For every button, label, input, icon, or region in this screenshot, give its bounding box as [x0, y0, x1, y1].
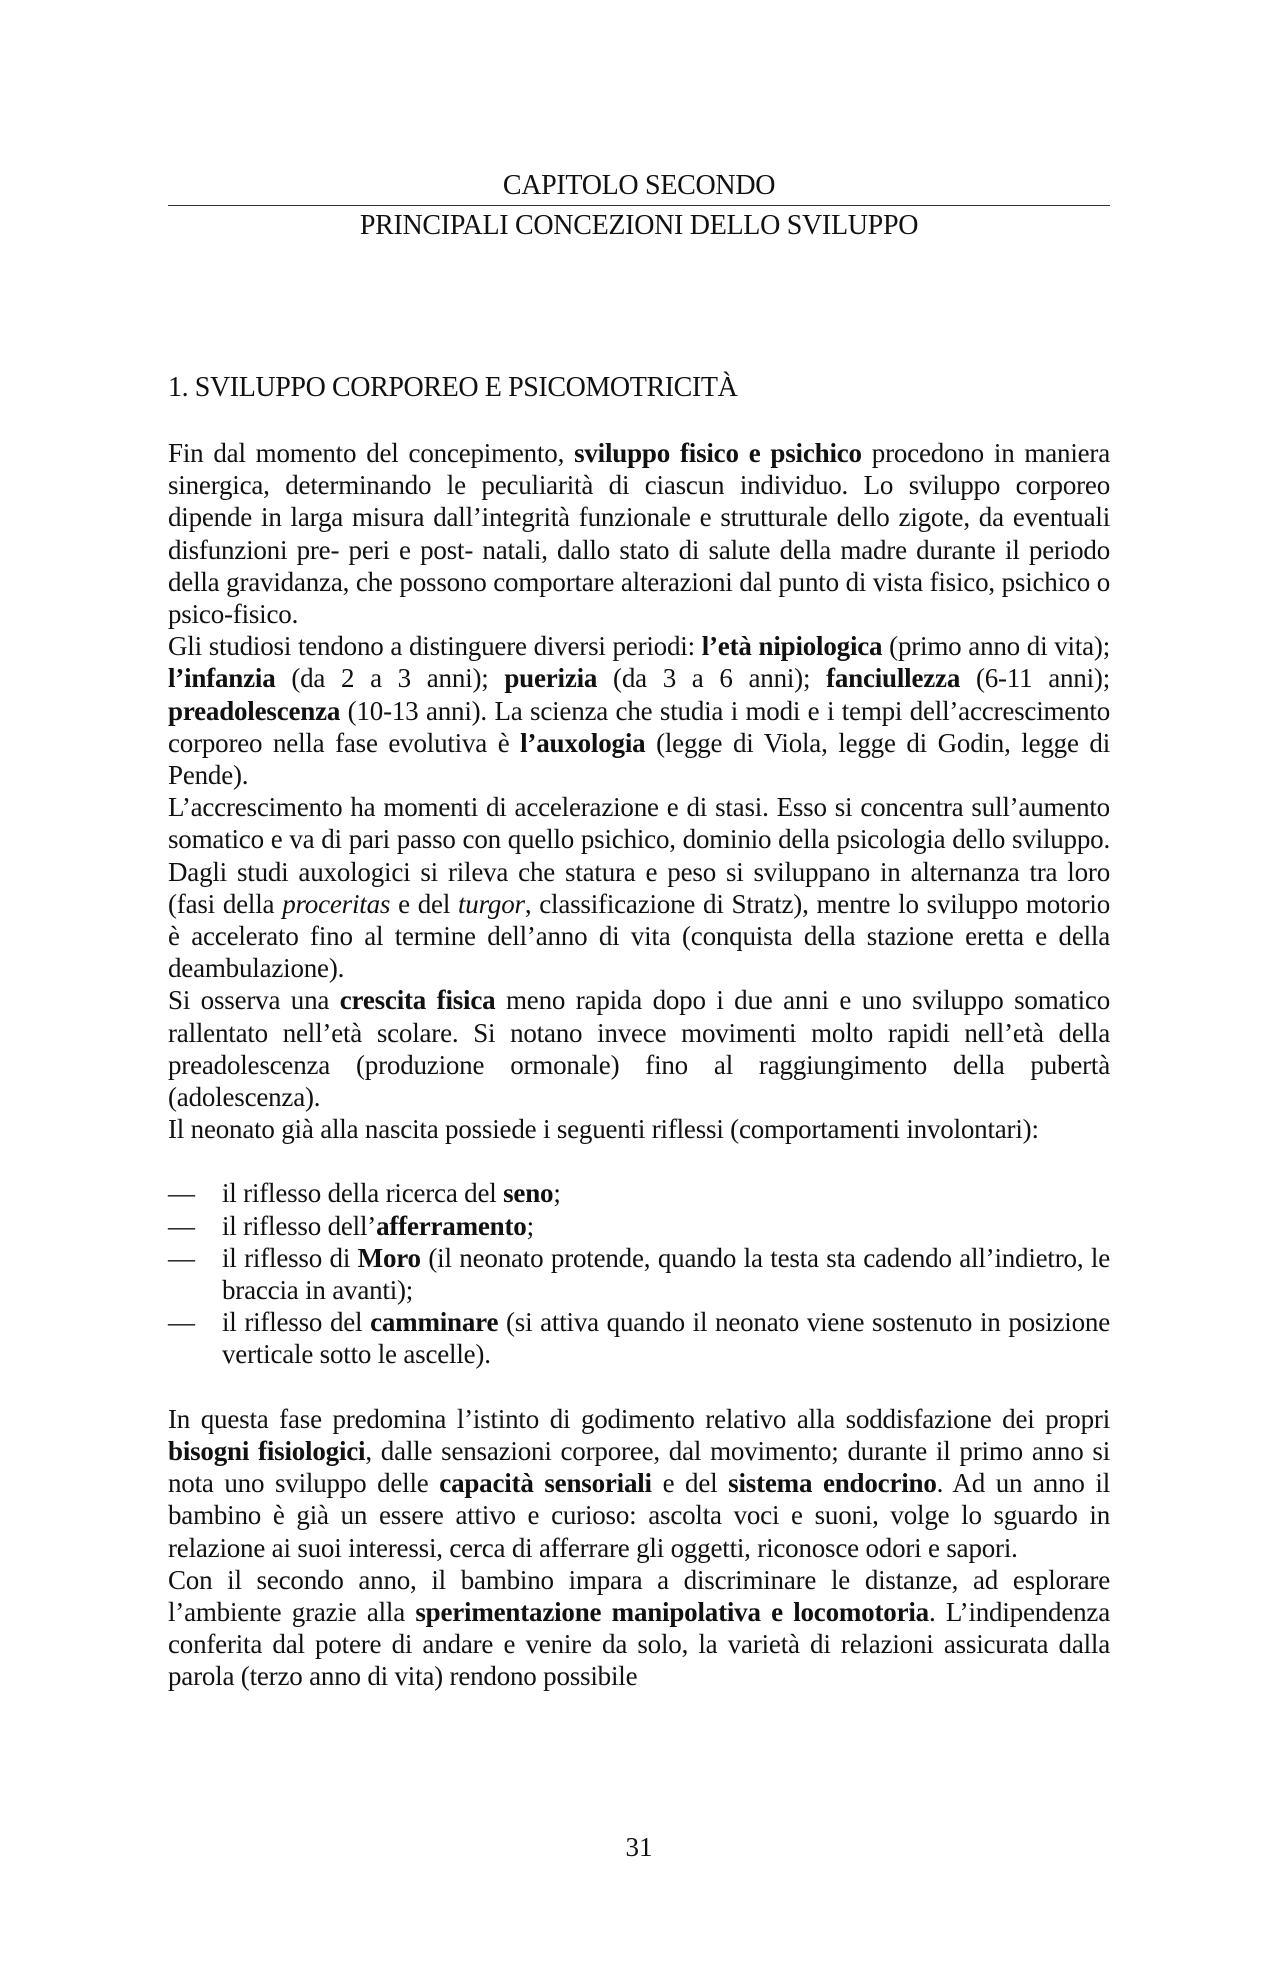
bold-term: fanciullezza [826, 663, 961, 694]
text-segment: (si attiva quando il neonato viene sostenuto in posizione verticale sotto le ascelle). [222, 1307, 1110, 1370]
section-heading: 1. SVILUPPO CORPOREO E PSICOMOTRICITÀ [168, 372, 738, 403]
text-segment: Fin dal momento del concepimento, [168, 438, 575, 468]
paragraph [168, 630, 1110, 791]
text-segment: (il neonato protende, quando la testa sta cadendo all’indietro, le braccia in avanti); [222, 1242, 1110, 1306]
bold-term: l’auxologia [520, 727, 646, 758]
list-item [168, 1210, 1110, 1242]
text-segment: il riflesso della ricerca del [222, 1178, 504, 1209]
bold-term: sistema endocrino [728, 1468, 937, 1499]
paragraph [168, 1564, 1110, 1693]
bold-term: seno [503, 1178, 554, 1209]
list-item [168, 1242, 1110, 1306]
text-segment: ; [553, 1178, 561, 1209]
bold-term: afferramento [376, 1210, 527, 1241]
text-segment: Gli studiosi tendono a distinguere diversi periodi: [168, 631, 702, 662]
list-item [168, 1177, 1110, 1209]
text-segment: Il neonato già alla nascita possiede i seguenti riflessi (comportamenti involontari): [168, 1114, 1039, 1145]
text-segment: procedono in maniera sinergica, determinando le peculiarità di ciascun individuo. Lo sviluppo corporeo dipende in larga misura dall’integrità funzionale e strutturale dello zigote, da eventuali disfunzioni pre- peri e post- natali, dallo stato di salute della madre durante il periodo della gravidanza, che possono comportare alterazioni dal punto di vista fisico, psichico o psico-fisico. [168, 438, 1110, 630]
text-segment: (da 3 a 6 anni); [597, 663, 827, 694]
text-segment: il riflesso dell’ [222, 1210, 377, 1241]
text-segment: meno rapida dopo i due anni e uno sviluppo somatico rallentato nell’età scolare. Si notano invece movimenti molto rapidi nell’età della preadolescenza (produzione ormonale) fino al raggiungimento della pubertà (adolescenza). [168, 985, 1110, 1113]
paragraph [168, 437, 1110, 630]
list-dash: — [168, 1242, 195, 1273]
bold-term: l’età nipiologica [701, 631, 883, 662]
list-dash: — [168, 1307, 195, 1338]
text-segment: il riflesso del [222, 1307, 371, 1338]
bold-term: sviluppo fisico e psichico [574, 438, 862, 468]
text-segment: (da 2 a 3 anni); [275, 663, 505, 694]
text-segment: , classificazione di Stratz), mentre lo sviluppo motorio è accelerato fino al termine dell’anno di vita (conquista della stazione eretta e della deambulazione). [168, 888, 1111, 984]
italic-term: turgor [458, 888, 525, 919]
bold-term: l’infanzia [168, 663, 276, 694]
text-segment: (10-13 anni). La scienza che studia i modi e i tempi dell’accrescimento corporeo nella fase evolutiva è [168, 695, 1110, 758]
text-segment: , dalle sensazioni corporee, dal movimento; durante il primo anno si nota uno sviluppo delle [168, 1435, 1111, 1499]
text-segment: . L’indipendenza conferita dal potere di andare e venire da solo, la varietà di relazioni assicurata dalla parola (terzo anno di vita) rendono possibile [168, 1596, 1110, 1692]
chapter-label: CAPITOLO SECONDO [502, 170, 776, 201]
text-segment: L’accrescimento ha momenti di accelerazione e di stasi. Esso si concentra sull’aumento somatico e va di pari passo con quello psichico, dominio della psicologia dello sviluppo. Dagli studi auxologici si rileva che statura e peso si sviluppano in alternanza tra loro (fasi della [168, 792, 1110, 919]
paragraphs-after-list [168, 1403, 1110, 1693]
text-segment: e del [651, 1468, 729, 1499]
chapter-title: PRINCIPALI CONCEZIONI DELLO SVILUPPO [359, 210, 919, 241]
bold-term: puerizia [504, 663, 598, 694]
text-segment: ; [526, 1210, 534, 1241]
text-segment: Con il secondo anno, il bambino impara a discriminare le distanze, ad esplorare l’ambiente grazie alla [168, 1564, 1110, 1627]
body-text [168, 437, 1110, 1693]
bold-term: crescita fisica [339, 985, 496, 1016]
bold-term: capacità sensoriali [439, 1468, 652, 1499]
italic-term: proceritas [282, 888, 391, 919]
text-segment: . Ad un anno il bambino è già un essere attivo e curioso: ascolta voci e suoni, volge lo sguardo in relazione ai suoi interessi, cerca di afferrare gli oggetti, riconosce odori e sapori. [168, 1468, 1111, 1563]
bold-term: preadolescenza [168, 695, 341, 726]
text-segment: (legge di Viola, legge di Godin, legge di Pende). [168, 727, 1110, 791]
text-segment: Si osserva una [168, 985, 340, 1016]
chapter-header [168, 168, 1110, 246]
list-dash: — [168, 1210, 195, 1241]
text-segment: e del [390, 888, 458, 919]
bold-term: sperimentazione manipolativa e locomotoria [415, 1596, 929, 1627]
reflex-list [168, 1177, 1110, 1370]
text-segment: (primo anno di vita); [882, 631, 1110, 662]
bold-term: bisogni fisiologici [168, 1435, 366, 1466]
bold-term: camminare [370, 1307, 499, 1338]
paragraph [168, 791, 1110, 984]
text-segment: il riflesso di [222, 1242, 358, 1273]
paragraphs-before-list [168, 437, 1110, 1145]
paragraph [168, 1113, 1110, 1145]
book-page [168, 0, 1110, 1962]
list-dash: — [168, 1178, 195, 1209]
paragraph [168, 984, 1110, 1113]
page-number: 31 [625, 1832, 653, 1862]
text-segment: In questa fase predomina l’istinto di godimento relativo alla soddisfazione dei propri [168, 1403, 1110, 1434]
bold-term: Moro [357, 1242, 421, 1273]
text-segment: (6-11 anni); [960, 663, 1110, 694]
paragraph [168, 1403, 1110, 1564]
list-item [168, 1306, 1110, 1370]
